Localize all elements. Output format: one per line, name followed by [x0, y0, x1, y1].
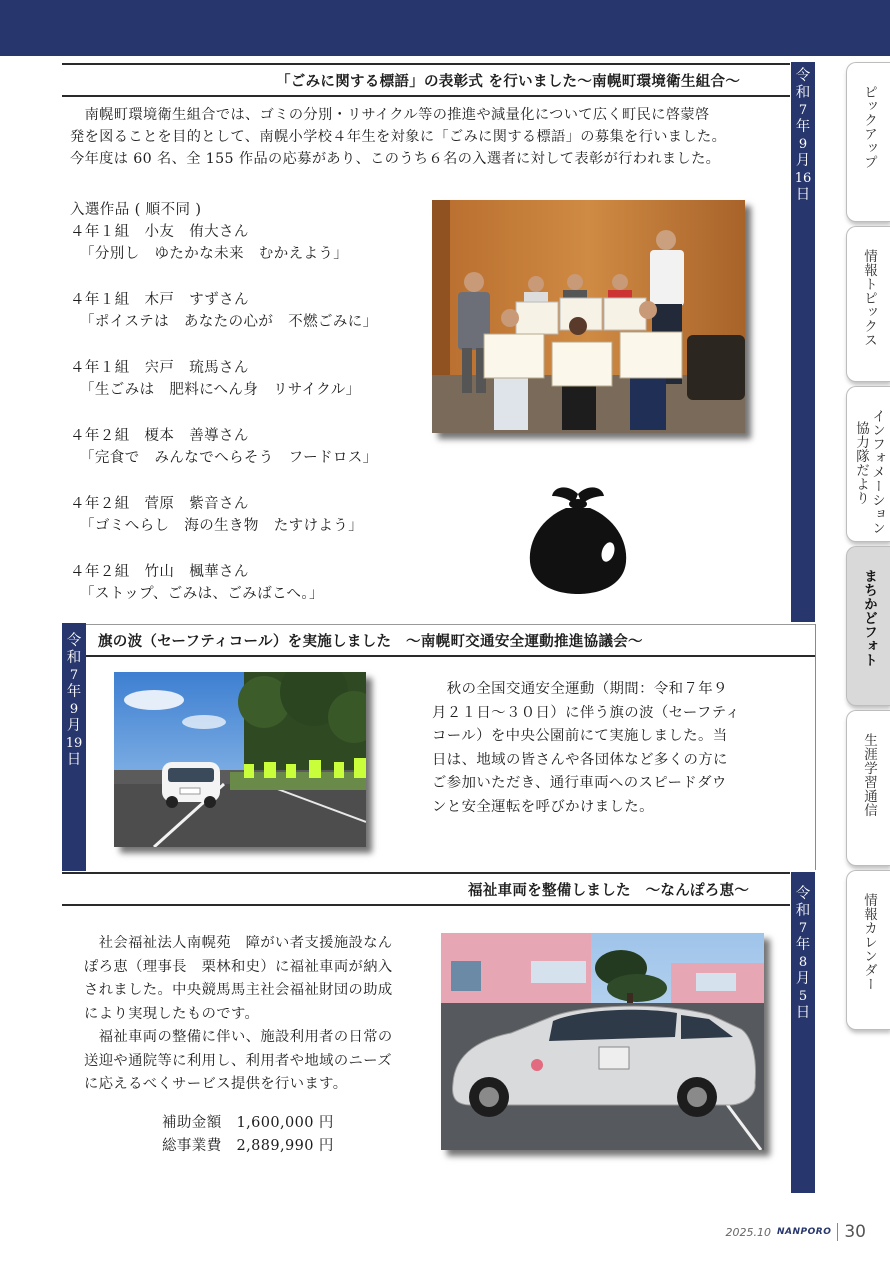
footer-divider [837, 1223, 838, 1241]
article3-top-rule [62, 872, 790, 874]
entry-slogan: 「ストップ、ごみは、ごみばこへ。」 [80, 586, 324, 602]
entry-student: ４年２組 竹山 楓華さん [70, 564, 249, 580]
tab-info-topics[interactable] [846, 226, 890, 382]
article3-body: 社会福祉法人南幌苑 障がい者支援施設なん ぽろ恵（理事長 栗林和史）に福祉車両が納入 されました。中央競馬馬主社会福祉財団の助成 により実現したものです。 福祉車両の整備に伴い、施設利用者の日常の 送迎や通院等に利用し、利用者や地域のニーズ に応えるべくサービス提供を行います。 [84, 935, 393, 1092]
article2-top-rule [86, 624, 816, 625]
entry-student: ４年１組 木戸 すずさん [70, 292, 249, 308]
article2-right-rule [815, 624, 816, 870]
entry-slogan: 「分別し ゆたかな未来 むかえよう」 [80, 246, 349, 262]
tab-lifelong-learning[interactable] [846, 710, 890, 866]
tab-machikado-photo[interactable] [846, 546, 890, 706]
entry-slogan: 「完食で みんなでへらそう フードロス」 [80, 450, 378, 466]
article1-title: 「ごみに関する標語」の表彰式 を行いました〜南幌町環境衛生組合〜 [276, 73, 741, 90]
page-footer [726, 1222, 867, 1242]
footer-brand: NANPORO [777, 1227, 832, 1237]
entry-student: ４年１組 宍戸 琉馬さん [70, 360, 249, 376]
footer-date: 2025.10 [725, 1225, 771, 1239]
article2-body: 秋の全国交通安全運動（期間：令和７年９ 月２１日〜３０日）に伴う旗の波（セーフティ コール）を中央公園前にて実施しました。当 日は、地域の皆さんや各団体など多くの方に ご参加いただき、通行車両へのスピードダウ ンと安全運転を呼びかけました。 [432, 681, 741, 815]
entry-slogan: 「ゴミへらし 海の生き物 たすけよう」 [80, 518, 364, 534]
tab-calendar[interactable] [846, 870, 890, 1030]
subsidy-label: 補助金額 [162, 1115, 222, 1131]
entry-slogan: 「生ごみは 肥料にへん身 リサイクル」 [80, 382, 361, 398]
total-value: 2,889,990 円 [236, 1138, 334, 1154]
article1-entry-list [70, 199, 430, 605]
list-heading: 入選作品 ( 順不同 ) [70, 202, 202, 218]
welfare-vehicle-photo [441, 933, 764, 1150]
tab-calendar-label: 情報カレンダー [861, 893, 877, 991]
entry-slogan: 「ポイステは あなたの心が 不燃ごみに」 [80, 314, 378, 330]
tab-pickup[interactable] [846, 62, 890, 222]
article2-title: 旗の波（セーフティコール）を実施しました 〜南幌町交通安全運動推進協議会〜 [98, 633, 643, 650]
safety-call-photo [114, 672, 366, 847]
entry-student: ４年２組 菅原 紫音さん [70, 496, 249, 512]
article3-funding [162, 1112, 422, 1158]
entry-student: ４年２組 榎本 善導さん [70, 428, 249, 444]
tab-machikado-photo-label: まちかどフォト [861, 569, 877, 667]
article1-title-rule [62, 95, 790, 97]
tab-pickup-label: ピックアップ [861, 85, 877, 169]
tab-lifelong-learning-label: 生涯学習通信 [861, 733, 877, 817]
tab-cooperation-label: 協力隊だより [853, 421, 869, 505]
article1-date: 令 和 7 年 9 月 16 日 [791, 62, 815, 622]
article2-title-rule [86, 655, 816, 657]
total-label: 総事業費 [162, 1138, 222, 1154]
award-ceremony-photo [432, 200, 745, 433]
header-bar [0, 0, 890, 56]
tab-info-topics-label: 情報トピックス [861, 249, 877, 347]
entry-student: ４年１組 小友 侑大さん [70, 224, 249, 240]
article1-top-rule [62, 63, 790, 65]
article3-date: 令 和 7 年 8 月 5 日 [791, 872, 815, 1193]
article3-title-rule [62, 904, 790, 906]
subsidy-value: 1,600,000 円 [236, 1115, 334, 1131]
tab-information-label: インフォメーション [869, 409, 885, 535]
article3-title: 福祉車両を整備しました 〜なんぽろ恵〜 [468, 882, 750, 899]
article2-date: 令 和 7 年 9 月 19 日 [62, 623, 86, 871]
page-number: 30 [844, 1222, 866, 1242]
tab-information[interactable] [846, 386, 890, 542]
article1-intro: 南幌町環境衛生組合では、ゴミの分別・リサイクル等の推進や減量化について広く町民に啓蒙啓 発を図ることを目的として、南幌小学校４年生を対象に「ごみに関する標語」の募集を行いました。 今年度は 60 名、全 155 作品の応募があり、このうち６名の入選者に対して表彰が行われました。 [70, 107, 727, 167]
garbage-bag-icon [524, 482, 632, 594]
